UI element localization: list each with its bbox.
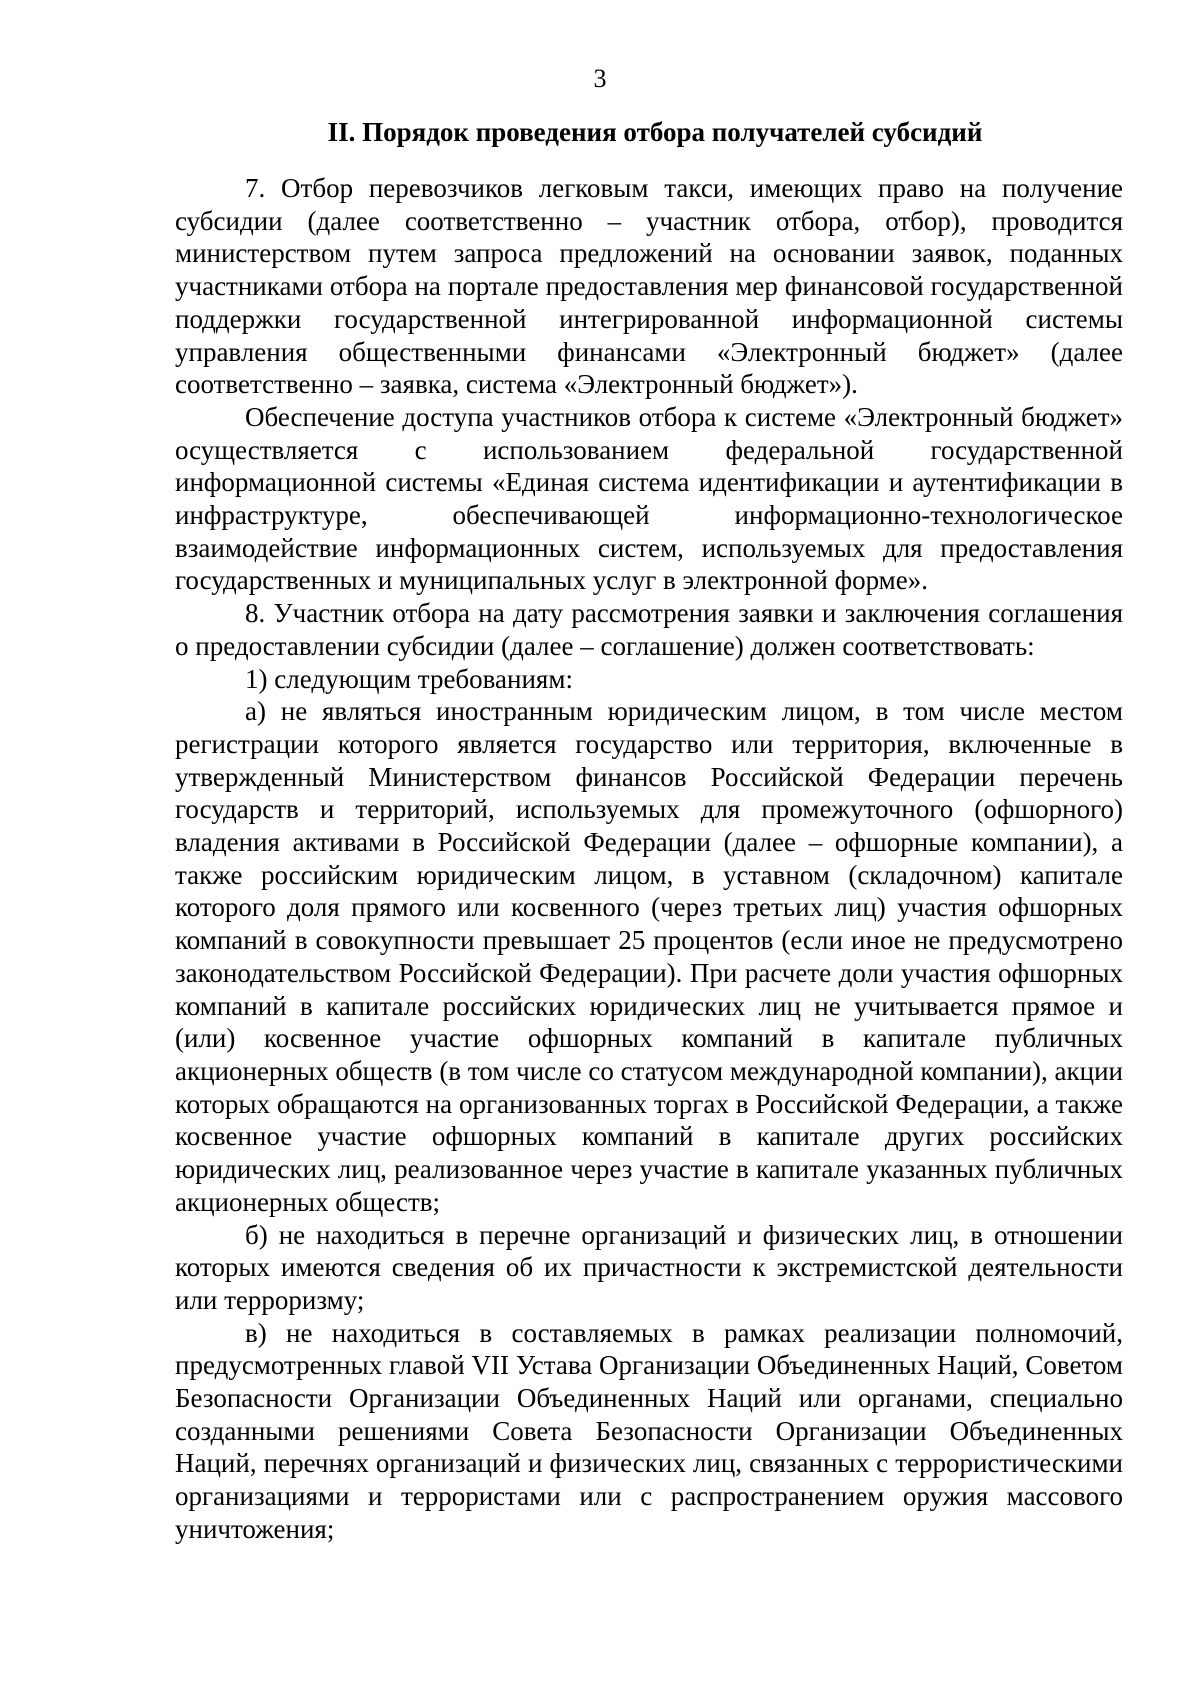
paragraph-item-a: а) не являться иностранным юридическим лицом, в том числе местом регистрации которого является государство или территория, включенные в утвержденный Министерством финансов Российской Федерации перечень государств и территорий, используемых для промежуточного (офшорного) владения активами в Российской Федерации (далее – офшорные компании), а также российским юридическим лицом, в уставном (складочном) капитале которого доля прямого или косвенного (через третьих лиц) участия офшорных компаний в совокупности превышает 25 процентов (если иное не предусмотрено законодательством Российской Федерации). При расчете доли участия офшорных компаний в капитале российских юридических лиц не учитывается прямое и (или) косвенное участие офшорных компаний в капитале публичных акционерных обществ (в том числе со статусом международной компании), акции которых обращаются на организованных торгах в Российской Федерации, а также косвенное участие офшорных компаний в капитале других российских юридических лиц, реализованное через участие в капитале указанных публичных акционерных обществ; bbox=[175, 696, 1123, 1217]
paragraph-item-b: б) не находиться в перечне организаций и физических лиц, в отношении которых имеются сведения об их причастности к экстремистской деятельности или терроризму; bbox=[175, 1219, 1123, 1315]
document-body bbox=[175, 172, 1123, 1546]
paragraph-item-v: в) не находиться в составляемых в рамках реализации полномочий, предусмотренных главой VII Устава Организации Объединенных Наций, Советом Безопасности Организации Объединенных Наций или органами, специально созданными решениями Совета Безопасности Организации Объединенных Наций, перечнях организаций и физических лиц, связанных с террористическими организациями и террористами или с распространением оружия массового уничтожения; bbox=[175, 1317, 1123, 1544]
paragraph-8: 8. Участник отбора на дату рассмотрения заявки и заключения соглашения о предоставлении субсидии (далее – соглашение) должен соответствовать: bbox=[175, 598, 1123, 661]
paragraph-requirements-intro: 1) следующим требованиям: bbox=[245, 663, 573, 694]
paragraph-access: Обеспечение доступа участников отбора к системе «Электронный бюджет» осуществляется с использованием федеральной государственной информационной системы «Единая система идентификации и аутентификации в инфраструктуре, обеспечивающей информационно-технологическое взаимодействие информационных систем, используемых для предоставления государственных и муниципальных услуг в электронной форме». bbox=[175, 401, 1123, 596]
page-number: 3 bbox=[593, 64, 607, 93]
section-title: II. Порядок проведения отбора получателей субсидий bbox=[327, 117, 983, 147]
paragraph-7: 7. Отбор перевозчиков легковым такси, имеющих право на получение субсидии (далее соответственно – участник отбора, отбор), проводится министерством путем запроса предложений на основании заявок, поданных участниками отбора на портале предоставления мер финансовой государственной поддержки государственной интегрированной информационной системы управления общественными финансами «Электронный бюджет» (далее соответственно – заявка, система «Электронный бюджет»). bbox=[175, 173, 1123, 400]
